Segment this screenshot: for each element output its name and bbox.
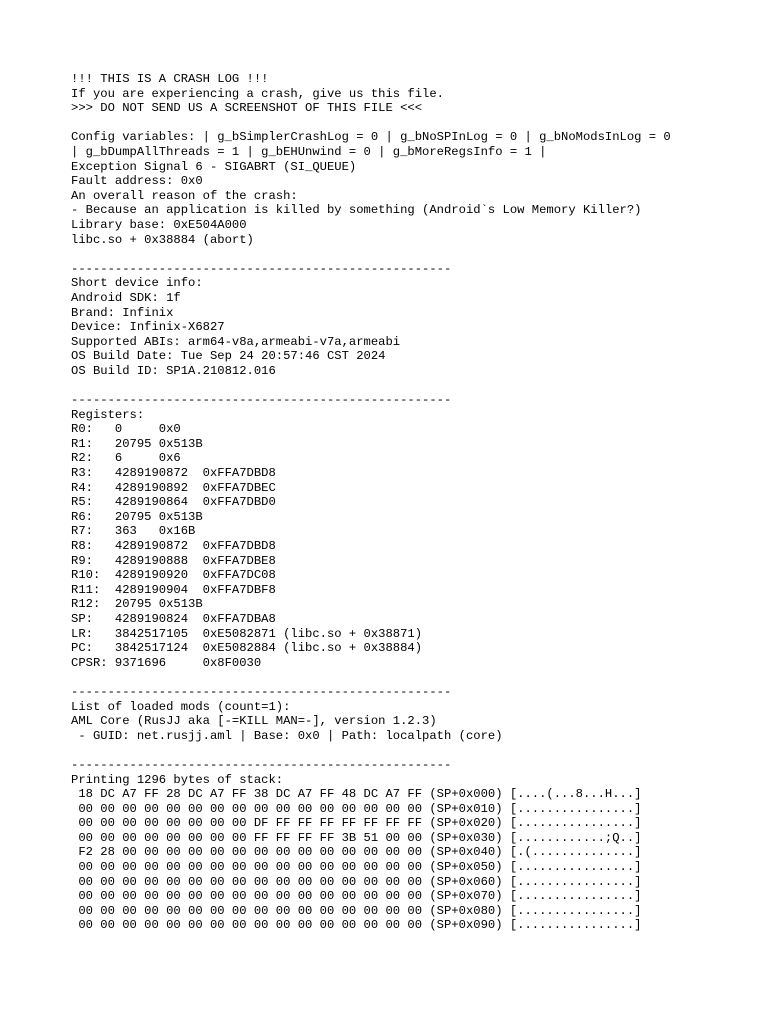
log-line: Brand: Infinix (71, 305, 174, 320)
register-line: R6: 20795 0x513B (71, 509, 203, 524)
log-line: OS Build ID: SP1A.210812.016 (71, 363, 276, 378)
log-line: If you are experiencing a crash, give us this file. (71, 86, 444, 101)
register-line: R5: 4289190864 0xFFA7DBD0 (71, 495, 276, 510)
stack-dump-line: F2 28 00 00 00 00 00 00 00 00 00 00 00 00 00 00 (SP+0x040) [.(..............] (71, 845, 642, 860)
register-line: CPSR: 9371696 0x8F0030 (71, 655, 262, 670)
log-line: Android SDK: 1f (71, 290, 181, 305)
log-line (71, 743, 761, 758)
stack-dump-line: 00 00 00 00 00 00 00 00 00 00 00 00 00 00 00 00 (SP+0x070) [................] (71, 889, 642, 904)
register-line: LR: 3842517105 0xE5082871 (libc.so + 0x38871) (71, 626, 423, 641)
stack-dump-line: 00 00 00 00 00 00 00 00 00 00 00 00 00 00 00 00 (SP+0x050) [................] (71, 860, 642, 875)
register-line: R3: 4289190872 0xFFA7DBD8 (71, 466, 276, 481)
crash-log-document (71, 72, 761, 933)
register-line: R4: 4289190892 0xFFA7DBEC (71, 480, 276, 495)
log-line: Fault address: 0x0 (71, 174, 203, 189)
stack-dump-line: 18 DC A7 FF 28 DC A7 FF 38 DC A7 FF 48 DC A7 FF (SP+0x000) [....(...8...H...] (71, 787, 642, 802)
stack-dump-line: 00 00 00 00 00 00 00 00 00 00 00 00 00 00 00 00 (SP+0x010) [................] (71, 801, 642, 816)
log-line: >>> DO NOT SEND US A SCREENSHOT OF THIS FILE <<< (71, 101, 423, 116)
log-line: Config variables: | g_bSimplerCrashLog = 0 | g_bNoSPInLog = 0 | g_bNoModsInLog = 0 (71, 130, 671, 145)
log-line: OS Build Date: Tue Sep 24 20:57:46 CST 2024 (71, 349, 386, 364)
log-line: !!! THIS IS A CRASH LOG !!! (71, 72, 269, 86)
log-line: An overall reason of the crash: (71, 188, 298, 203)
register-line: R7: 363 0x16B (71, 524, 196, 539)
separator-line: ---------------------------------------------------- (71, 393, 452, 408)
log-line: - Because an application is killed by something (Android`s Low Memory Killer?) (71, 203, 642, 218)
register-line: R11: 4289190904 0xFFA7DBF8 (71, 582, 276, 597)
section-heading: List of loaded mods (count=1): (71, 699, 291, 714)
stack-dump-line: 00 00 00 00 00 00 00 00 00 00 00 00 00 00 00 00 (SP+0x080) [................] (71, 903, 642, 918)
log-line (71, 116, 761, 131)
stack-dump-line: 00 00 00 00 00 00 00 00 FF FF FF FF 3B 51 00 00 (SP+0x030) [............;Q..] (71, 830, 642, 845)
log-line: Supported ABIs: arm64-v8a,armeabi-v7a,armeabi (71, 334, 401, 349)
stack-dump-line: 00 00 00 00 00 00 00 00 00 00 00 00 00 00 00 00 (SP+0x060) [................] (71, 874, 642, 889)
section-heading: Short device info: (71, 276, 203, 291)
mod-line: - GUID: net.rusjj.aml | Base: 0x0 | Path: localpath (core) (71, 728, 503, 743)
log-line: Library base: 0xE504A000 (71, 217, 247, 232)
log-line: libc.so + 0x38884 (abort) (71, 232, 254, 247)
register-line: R8: 4289190872 0xFFA7DBD8 (71, 539, 276, 553)
register-line: PC: 3842517124 0xE5082884 (libc.so + 0x38884) (71, 641, 423, 656)
log-line: Exception Signal 6 - SIGABRT (SI_QUEUE) (71, 159, 357, 174)
register-line: R1: 20795 0x513B (71, 436, 203, 451)
separator-line: ---------------------------------------------------- (71, 757, 452, 772)
register-line: R2: 6 0x6 (71, 451, 181, 466)
log-line: Device: Infinix-X6827 (71, 320, 225, 335)
section-heading: Printing 1296 bytes of stack: (71, 772, 284, 787)
stack-dump-line: 00 00 00 00 00 00 00 00 DF FF FF FF FF FF FF FF (SP+0x020) [................] (71, 816, 642, 831)
register-line: R12: 20795 0x513B (71, 597, 203, 612)
section-heading: Registers: (71, 407, 145, 422)
separator-line: ---------------------------------------------------- (71, 261, 452, 276)
register-line: R0: 0 0x0 (71, 422, 181, 437)
log-line (71, 378, 761, 393)
register-line: R10: 4289190920 0xFFA7DC08 (71, 568, 276, 583)
separator-line: ---------------------------------------------------- (71, 684, 452, 699)
log-line: | g_bDumpAllThreads = 1 | g_bEHUnwind = 0 | g_bMoreRegsInfo = 1 | (71, 144, 547, 159)
log-line (71, 247, 761, 262)
log-line (71, 670, 761, 685)
register-line: R9: 4289190888 0xFFA7DBE8 (71, 553, 276, 568)
stack-dump-line: 00 00 00 00 00 00 00 00 00 00 00 00 00 00 00 00 (SP+0x090) [................] (71, 918, 642, 933)
mod-line: AML Core (RusJJ aka [-=KILL MAN=-], version 1.2.3) (71, 714, 437, 729)
register-line: SP: 4289190824 0xFFA7DBA8 (71, 611, 276, 626)
